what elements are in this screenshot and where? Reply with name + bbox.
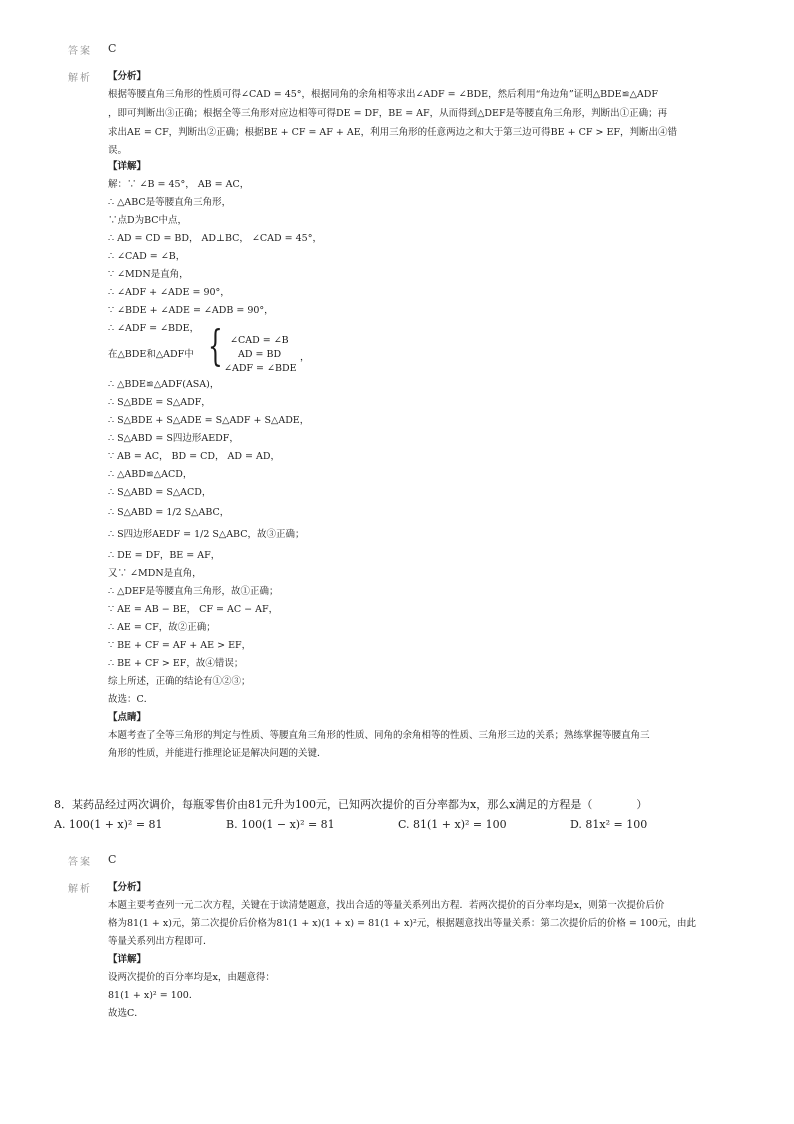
proof-line: 故选：C． xyxy=(108,694,154,705)
answer-value: C xyxy=(108,853,117,866)
proof-line: ∵ ∠BDE + ∠ADE = ∠ADB = 90°， xyxy=(108,305,274,316)
analysis-tag: 解析 xyxy=(68,73,92,84)
answer-value: C xyxy=(108,42,117,55)
system-prefix: 在△BDE和△ADF中 xyxy=(108,349,194,360)
detail-heading: 【详解】 xyxy=(108,954,147,965)
detail-line: 故选C． xyxy=(108,1008,144,1019)
proof-line: ∴ △DEF是等腰直角三角形，故①正确； xyxy=(108,586,279,597)
option-b: B. 100(1 − x)² = 81 xyxy=(226,818,335,831)
proof-line: ∵ AB = AC， BD = CD， AD = AD， xyxy=(108,451,281,462)
proof-line: 又∵ ∠MDN是直角， xyxy=(108,568,202,579)
comment-line: 角形的性质，并能进行推理论证是解决问题的关键． xyxy=(108,748,327,759)
proof-line: ∵ AE = AB − BE， CF = AC − AF， xyxy=(108,604,279,615)
proof-line: ∴ S△BDE + S△ADE = S△ADF + S△ADE， xyxy=(108,415,310,426)
analysis-line: 格为81(1 + x)元，第二次提价后价格为81(1 + x)(1 + x) = 81(1 + x)²元，根据题意找出等量关系：第二次提价后的价格 = 100元，由此 xyxy=(108,918,696,929)
detail-line: 81(1 + x)² = 100． xyxy=(108,990,199,1001)
proof-line: 解：∵ ∠B = 45°， AB = AC， xyxy=(108,179,250,190)
proof-line: ∴ ∠ADF + ∠ADE = 90°， xyxy=(108,287,230,298)
system-suffix: ， xyxy=(300,352,310,363)
proof-line: ∴ ∠ADF = ∠BDE， xyxy=(108,323,200,334)
option-c: C. 81(1 + x)² = 100 xyxy=(398,818,507,831)
proof-line: ∴ AE = CF，故②正确； xyxy=(108,622,216,633)
analysis-tag: 解析 xyxy=(68,884,92,895)
proof-line: ∴ △ABC是等腰直角三角形， xyxy=(108,197,232,208)
answer-tag: 答案 xyxy=(68,46,92,57)
analysis-line: 求出AE = CF，判断出②正确；根据BE + CF = AF + AE，利用三角形的任意两边之和大于第三边可得BE + CF > EF，判断出④错 xyxy=(108,127,677,138)
left-brace-icon: { xyxy=(208,321,223,370)
proof-line: 综上所述，正确的结论有①②③； xyxy=(108,676,251,687)
proof-line: ∴ S△ABD = 1/2 S△ABC， xyxy=(108,507,230,518)
proof-line: ∵ ∠MDN是直角， xyxy=(108,269,189,280)
analysis-line: 等量关系列出方程即可． xyxy=(108,936,213,947)
comment-heading: 【点睛】 xyxy=(108,712,147,723)
system-row: AD = BD xyxy=(238,349,282,360)
proof-line: ∵ BE + CF = AF + AE > EF， xyxy=(108,640,252,651)
proof-line: ∴ S△ABD = S四边形AEDF， xyxy=(108,433,239,444)
detail-line: 设两次提价的百分率均是x，由题意得： xyxy=(108,972,275,983)
proof-line: ∴ AD = CD = BD， AD⊥BC， ∠CAD = 45°， xyxy=(108,233,322,244)
proof-line: ∴ S四边形AEDF = 1/2 S△ABC，故③正确； xyxy=(108,529,305,540)
system-row: ∠ADF = ∠BDE xyxy=(224,363,297,374)
proof-line: ∴ DE = DF，BE = AF， xyxy=(108,550,221,561)
question-stem: 8．某药品经过两次调价，每瓶零售价由81元升为100元，已知两次提价的百分率都为x，那么x满足的方程是（ ） xyxy=(54,798,648,811)
analysis-line: 误。 xyxy=(108,145,128,156)
analysis-line: 本题主要考查列一元二次方程，关键在于读清楚题意，找出合适的等量关系列出方程．若两次提价的百分率均是x，则第一次提价后价 xyxy=(108,900,665,911)
option-d: D. 81x² = 100 xyxy=(570,818,648,831)
comment-line: 本题考查了全等三角形的判定与性质、等腰直角三角形的性质、同角的余角相等的性质、三角形三边的关系；熟练掌握等腰直角三 xyxy=(108,730,650,741)
analysis-line: ，即可判断出③正确；根据全等三角形对应边相等可得DE = DF，BE = AF，从而得到△DEF是等腰直角三角形，判断出①正确；再 xyxy=(108,108,668,119)
proof-line: ∴ △ABD≌△ACD， xyxy=(108,469,193,480)
answer-tag: 答案 xyxy=(68,857,92,868)
equation-system xyxy=(208,321,358,374)
system-row: ∠CAD = ∠B xyxy=(230,335,289,346)
proof-line: ∴ △BDE≌△ADF(ASA)， xyxy=(108,379,220,390)
proof-line: ∴ BE + CF > EF，故④错误； xyxy=(108,658,244,669)
option-a: A. 100(1 + x)² = 81 xyxy=(54,818,163,831)
analysis-heading: 【分析】 xyxy=(108,882,147,893)
proof-line: ∴ S△BDE = S△ADF， xyxy=(108,397,211,408)
analysis-line: 根据等腰直角三角形的性质可得∠CAD = 45°，根据同角的余角相等求出∠ADF = ∠BDE，然后利用“角边角”证明△BDE≌△ADF xyxy=(108,89,658,100)
proof-line: ∴ S△ABD = S△ACD， xyxy=(108,487,212,498)
proof-line: ∵点D为BC中点， xyxy=(108,215,188,226)
analysis-heading: 【分析】 xyxy=(108,71,147,82)
detail-heading: 【详解】 xyxy=(108,161,147,172)
proof-line: ∴ ∠CAD = ∠B， xyxy=(108,251,186,262)
